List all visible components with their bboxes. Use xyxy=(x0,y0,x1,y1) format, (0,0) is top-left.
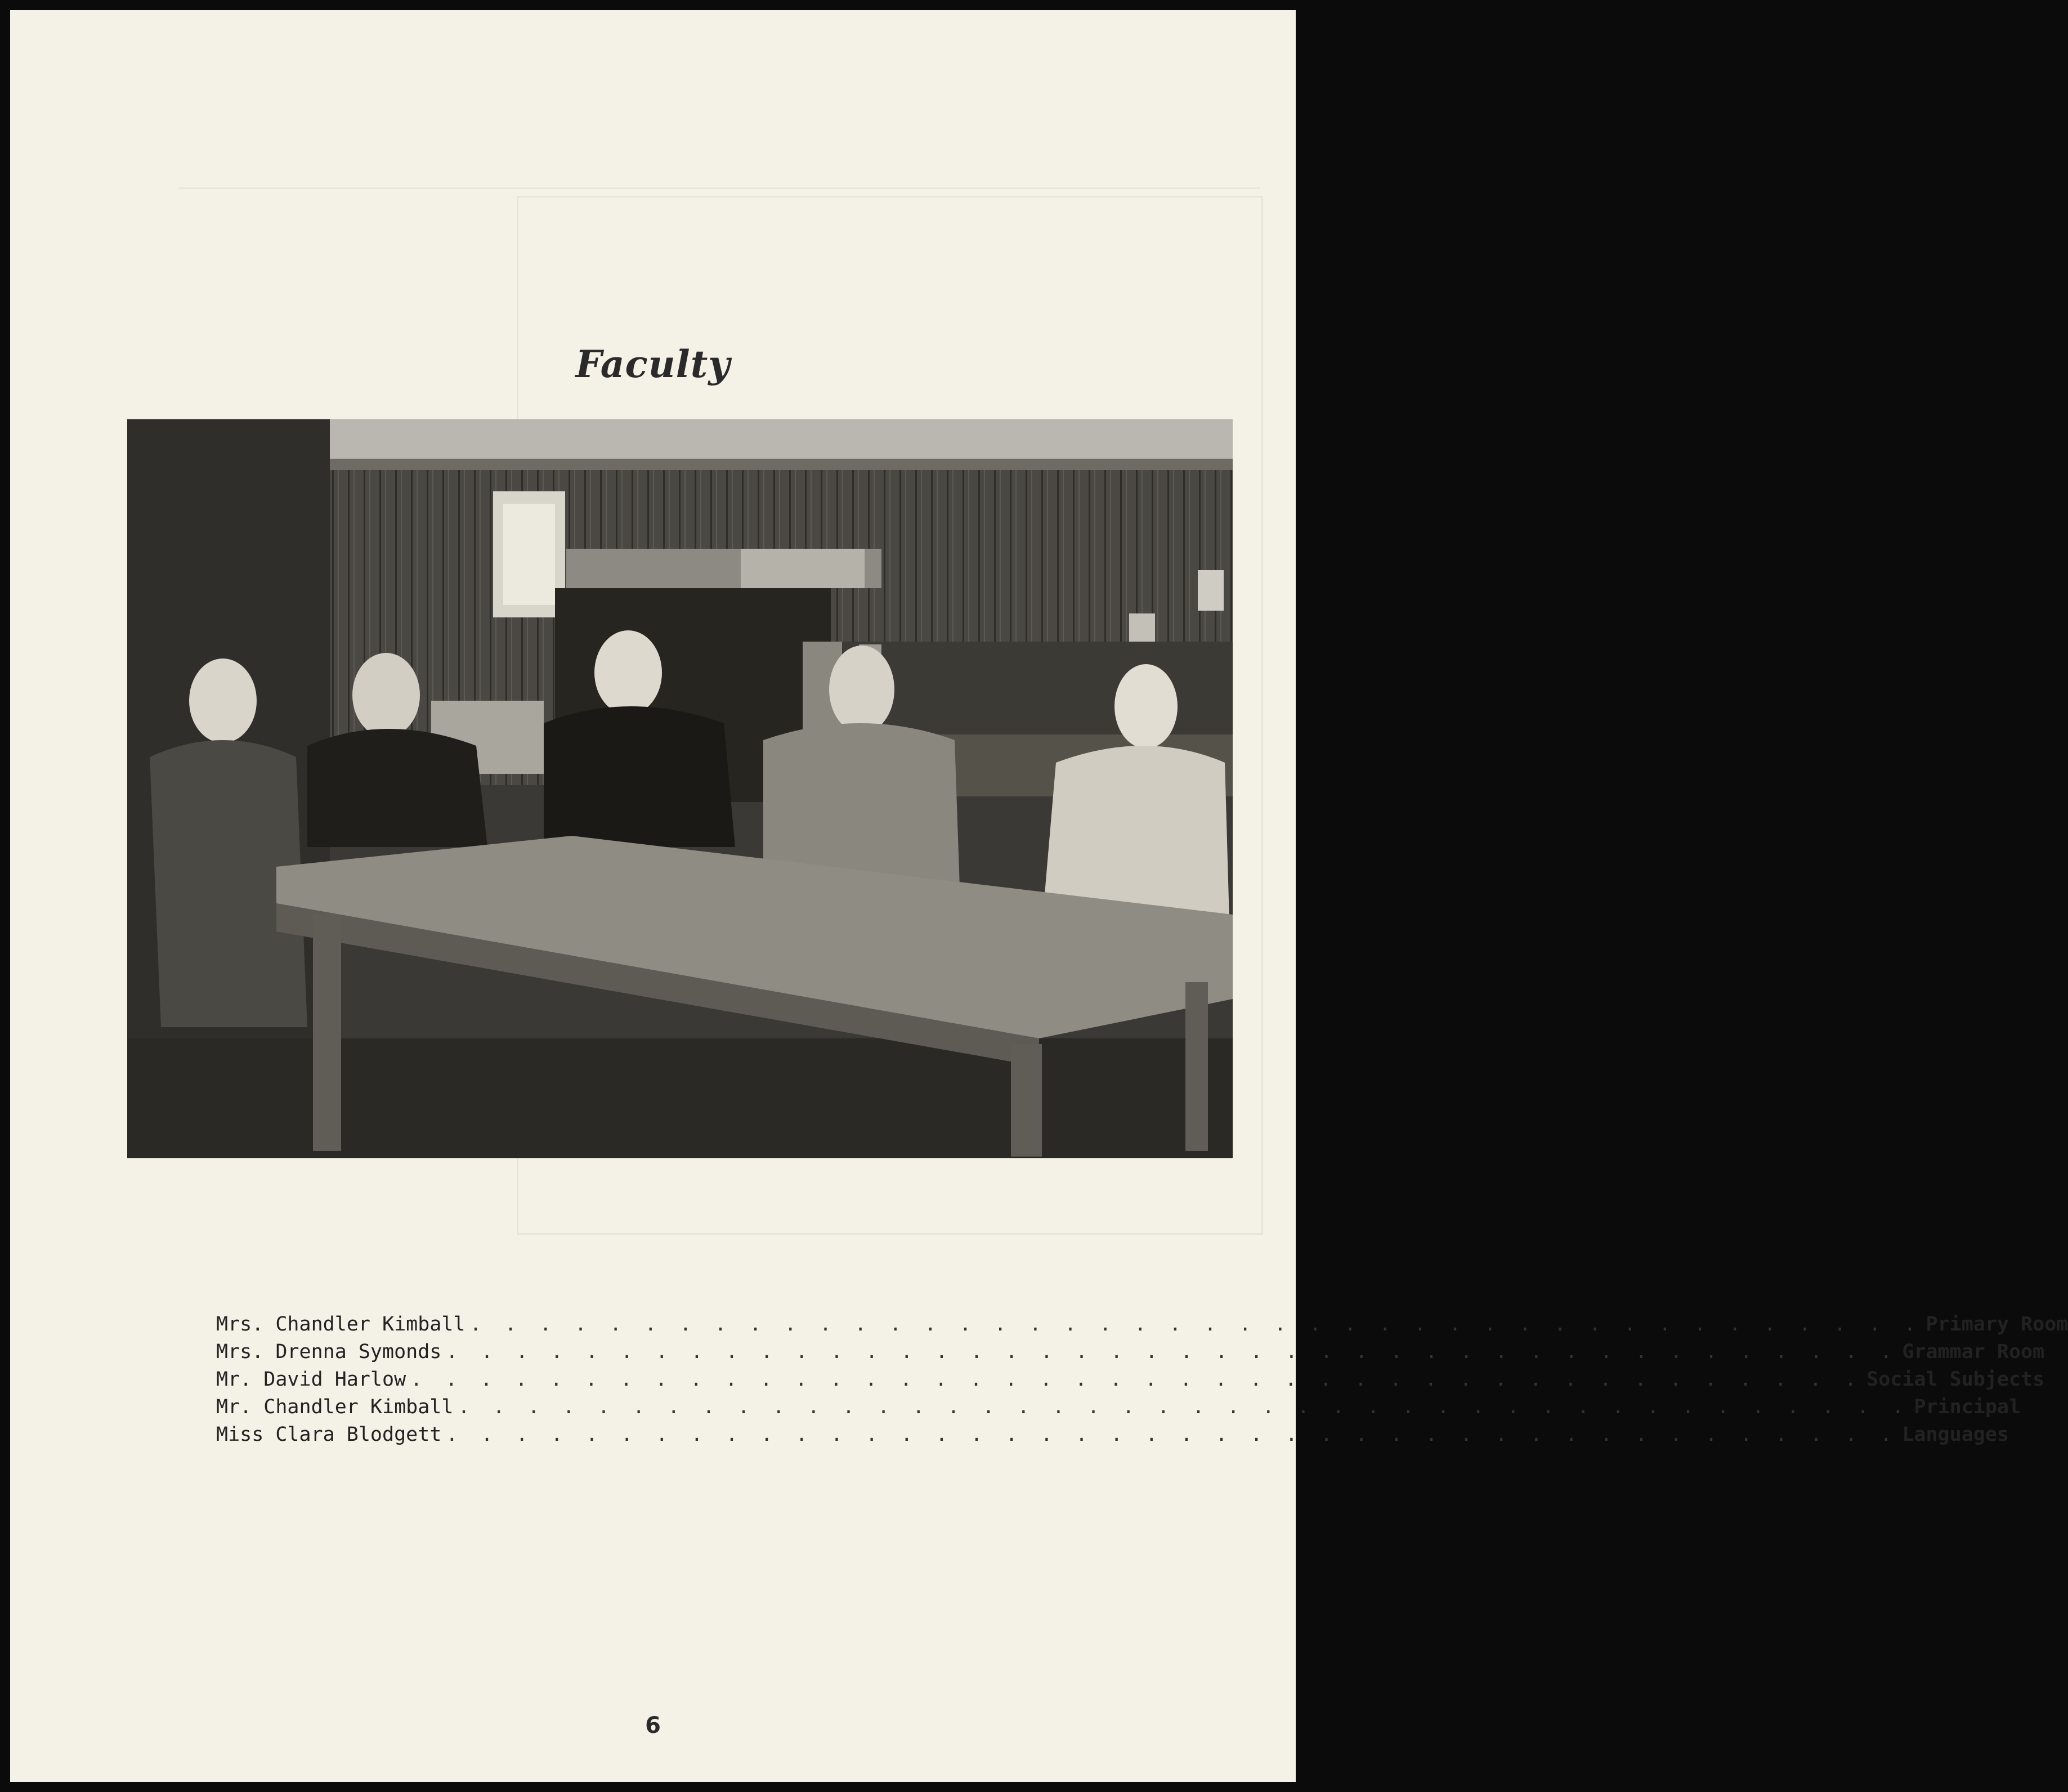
faculty-group-photo-icon xyxy=(127,419,1233,1158)
faculty-name: Mr. Chandler Kimball xyxy=(216,1396,454,1418)
faculty-name: Miss Clara Blodgett xyxy=(216,1423,442,1446)
faculty-roster xyxy=(216,1313,2068,1451)
leader-dots: . . . . . . . . . . . . . . . . . . . . . . . . . . . . . . . . . . . . . . . . . . xyxy=(446,1423,1898,1446)
leader-dots: . . . . . . . . . . . . . . . . . . . . . . . . . . . . . . . . . . . . . . . . . . xyxy=(410,1368,1863,1391)
faculty-name: Mr. David Harlow xyxy=(216,1368,406,1391)
faculty-role: Grammar Room xyxy=(1902,1341,2045,1363)
leader-dots: . . . . . . . . . . . . . . . . . . . . . . . . . . . . . . . . . . . . . . . . . . xyxy=(458,1396,1910,1418)
faculty-name: Mrs. Chandler Kimball xyxy=(216,1313,465,1336)
roster-row xyxy=(216,1313,2068,1341)
page-number: 6 xyxy=(645,1713,661,1739)
page-title: Faculty xyxy=(575,342,731,386)
yearbook-page xyxy=(10,10,2068,1782)
faculty-role: Languages xyxy=(1902,1423,2009,1446)
roster-row xyxy=(216,1396,2021,1423)
faculty-name: Mrs. Drenna Symonds xyxy=(216,1341,442,1363)
faculty-photo xyxy=(127,419,1233,1158)
roster-row xyxy=(216,1368,2045,1396)
roster-row xyxy=(216,1423,2009,1451)
faculty-role: Social Subjects xyxy=(1866,1368,2045,1391)
leader-dots: . . . . . . . . . . . . . . . . . . . . . . . . . . . . . . . . . . . . . . . . . . xyxy=(469,1313,1922,1336)
faculty-role: Principal xyxy=(1914,1396,2021,1418)
faculty-role: Primary Room xyxy=(1926,1313,2068,1336)
bleed-through-line xyxy=(179,187,1260,189)
leader-dots: . . . . . . . . . . . . . . . . . . . . . . . . . . . . . . . . . . . . . . . . . . xyxy=(446,1341,1898,1363)
roster-row xyxy=(216,1341,2045,1368)
